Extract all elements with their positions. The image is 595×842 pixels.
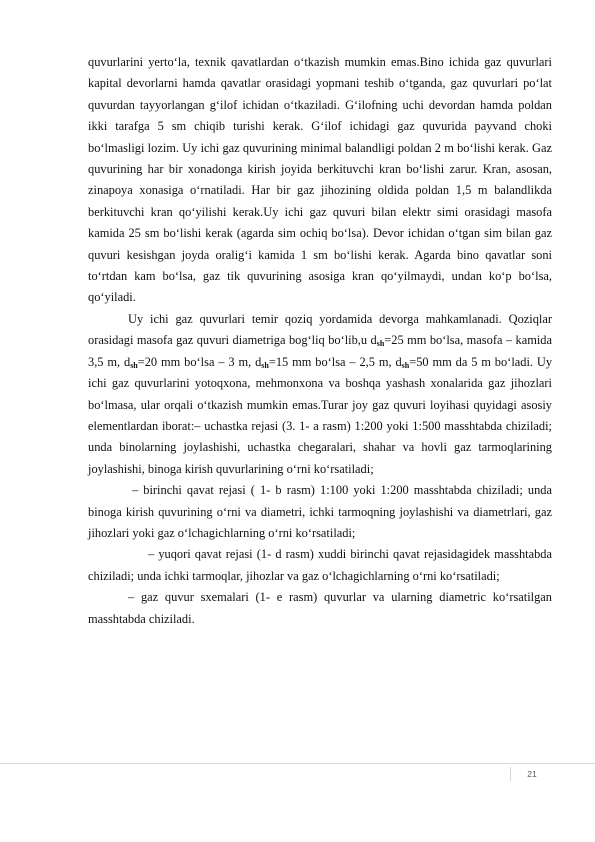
paragraph-3: – birinchi qavat rejasi ( 1- b rasm) 1:100 yoki 1:200 masshtabda chiziladi; unda binoga kirish quvurining o‘rni va diametri, ichki tarmoqning joylashishi va diametrlari, gaz jihozlari yoki gaz o‘lchagichlarning o‘rni ko‘rsatiladi; [88, 483, 552, 540]
paragraph-2-text-e: =50 mm da 5 m bo‘ladi. Uy ichi gaz quvurlarini yotoqxona, mehmonxona va boshqa yashash xonalarida gaz jihozlari bo‘lmasa, ular orqali o‘tkazish mumkin emas.Turar joy gaz quvuri loyihasi quyidagi asosiy elementlardan iborat:– uchastka rejasi (3. 1- a rasm) 1:200 yoki 1:500 masshtabda chiziladi; unda binolarning joylashishi, uchastka chegaralari, shahar va hovli gaz tarmoqlarining joylashishi, binoga kirish quvurlarining o‘rni ko‘rsatiladi; [88, 354, 553, 476]
subscript-sh-3: sh [261, 360, 269, 370]
paragraph-4: – yuqori qavat rejasi (1- d rasm) xuddi birinchi qavat rejasidagidek masshtabda chiziladi; unda ichki tarmoqlar, jihozlar va gaz o‘lchagichlarning o‘rni ko‘rsatiladi; [88, 547, 552, 583]
document-body [88, 52, 552, 630]
paragraph-2-text-d: =15 mm bo‘lsa – 2,5 m, d [268, 354, 402, 369]
paragraph-1: quvurlarini yerto‘la, texnik qavatlardan o‘tkazish mumkin emas.Bino ichida gaz quvurlari kapital devorlarni hamda qavatlar orasidagi yopmani teshib o‘tganda, gaz quvurlari po‘lat quvurdan tayyorlangan g‘ilof ichidan o‘tkaziladi. G‘ilofning uchi devordan hamda poldan ikki tarafga 5 sm chiqib turishi kerak. G‘ilof ichidagi gaz quvurida payvand choki bo‘lmasligi lozim. Uy ichi gaz quvurining minimal balandligi poldan 2 m bo‘lishi kerak. Gaz quvurining har bir xonadonga kirish joyida berkituvchi kran bo‘lishi zarur. Kran, asosan, zinapoya xonasiga o‘rnatiladi. Har bir gaz jihozining oldida poldan 1,5 m balandlikda berkituvchi kran qo‘yilishi kerak.Uy ichi gaz quvuri bilan elektr simi orasidagi masofa kamida 25 sm bo‘lishi kerak (agarda sim ochiq bo‘lsa). Devor ichidan o‘tgan sim bilan gaz quvuri kesishgan joyda oralig‘i kamida 1 sm bo‘lishi kerak. Agarda bino qavatlar soni to‘rtdan kam bo‘lsa, gaz tik quvurining asosiga kran qo‘yilmaydi, undan ko‘p bo‘lsa, qo‘yiladi. [88, 55, 552, 305]
paragraph-5: – gaz quvur sxemalari (1- e rasm) quvurlar va ularning diametric ko‘rsatilgan masshtabda chiziladi. [88, 590, 552, 626]
paragraph-2-text-b: =25 mm bo‘lsa, masofa – kamida 3,5 m, d [88, 333, 553, 369]
footer-divider [0, 763, 595, 764]
subscript-sh-2: sh [130, 360, 138, 370]
subscript-sh-4: sh [401, 360, 410, 370]
page-number: 21 [510, 767, 553, 781]
paragraph-2-text-a: Uy ichi gaz quvurlari temir qoziq yordamida devorga mahkamlanadi. Qoziqlar orasidagi masofa gaz quvuri diametriga bog‘liq bo‘lib,u d [88, 311, 552, 348]
subscript-sh-1: sh [376, 339, 385, 349]
paragraph-2 [88, 309, 552, 480]
paragraph-2-text-c: =20 mm bo‘lsa – 3 m, d [137, 354, 262, 369]
